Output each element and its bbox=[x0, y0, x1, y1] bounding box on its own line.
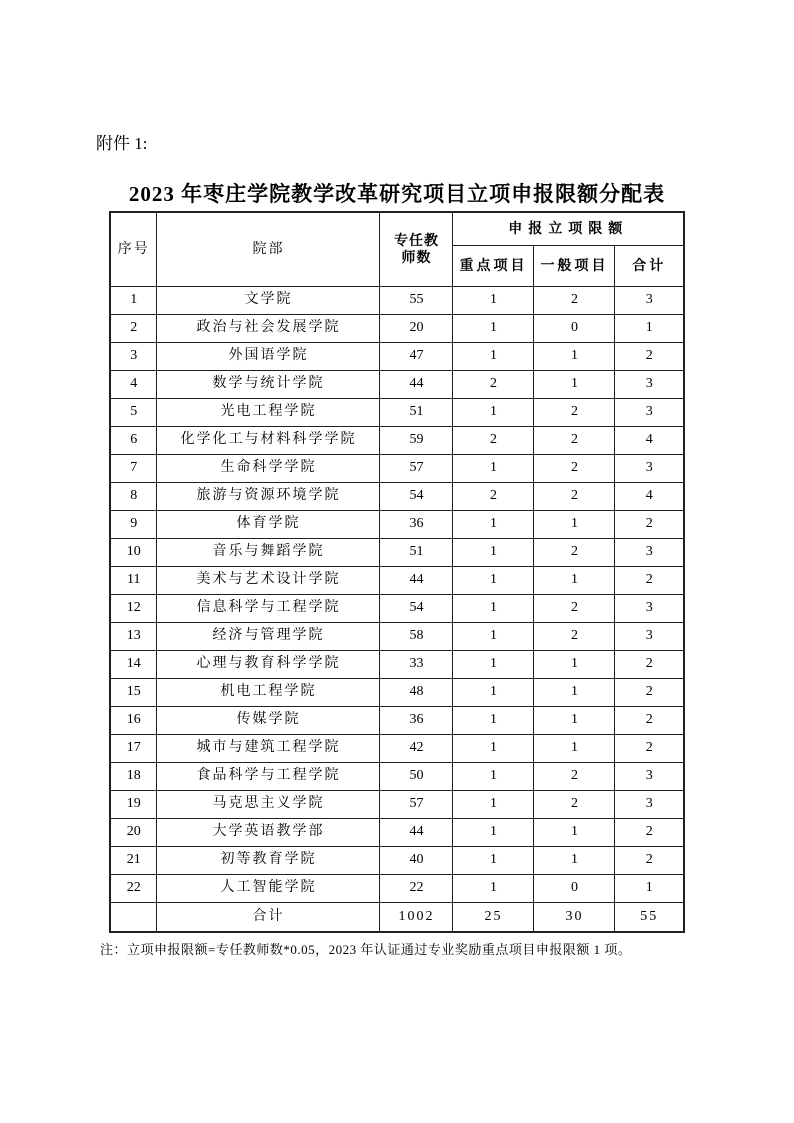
cell-teachers: 54 bbox=[380, 594, 453, 622]
cell-general-project: 1 bbox=[534, 370, 615, 398]
cell-total: 3 bbox=[615, 398, 684, 426]
cell-total: 3 bbox=[615, 622, 684, 650]
quota-table-body bbox=[110, 286, 684, 932]
cell-seq: 7 bbox=[110, 454, 157, 482]
cell-teachers: 40 bbox=[380, 846, 453, 874]
cell-total: 3 bbox=[615, 790, 684, 818]
table-row bbox=[110, 874, 684, 902]
cell-key-project: 2 bbox=[453, 482, 534, 510]
table-row bbox=[110, 510, 684, 538]
table-row bbox=[110, 566, 684, 594]
cell-total: 2 bbox=[615, 734, 684, 762]
cell-teachers: 44 bbox=[380, 370, 453, 398]
cell-teachers: 44 bbox=[380, 818, 453, 846]
cell-key-project: 1 bbox=[453, 566, 534, 594]
cell-general-project: 1 bbox=[534, 510, 615, 538]
cell-key-project: 1 bbox=[453, 286, 534, 314]
cell-total: 2 bbox=[615, 846, 684, 874]
table-row bbox=[110, 706, 684, 734]
cell-seq: 18 bbox=[110, 762, 157, 790]
cell-department: 大学英语教学部 bbox=[157, 818, 380, 846]
cell-total: 2 bbox=[615, 510, 684, 538]
cell-teachers: 57 bbox=[380, 790, 453, 818]
table-row bbox=[110, 650, 684, 678]
cell-teachers: 50 bbox=[380, 762, 453, 790]
table-row bbox=[110, 594, 684, 622]
header-seq: 序号 bbox=[110, 212, 157, 286]
cell-teachers: 48 bbox=[380, 678, 453, 706]
cell-key-project: 1 bbox=[453, 846, 534, 874]
cell-general-project: 2 bbox=[534, 594, 615, 622]
cell-department: 传媒学院 bbox=[157, 706, 380, 734]
table-row bbox=[110, 398, 684, 426]
cell-general-project: 0 bbox=[534, 874, 615, 902]
cell-teachers: 1002 bbox=[380, 902, 453, 932]
cell-general-project: 1 bbox=[534, 650, 615, 678]
cell-department: 生命科学学院 bbox=[157, 454, 380, 482]
cell-department: 信息科学与工程学院 bbox=[157, 594, 380, 622]
cell-total: 55 bbox=[615, 902, 684, 932]
cell-total: 3 bbox=[615, 538, 684, 566]
cell-teachers: 44 bbox=[380, 566, 453, 594]
cell-department: 人工智能学院 bbox=[157, 874, 380, 902]
cell-seq: 17 bbox=[110, 734, 157, 762]
cell-general-project: 2 bbox=[534, 762, 615, 790]
cell-general-project: 30 bbox=[534, 902, 615, 932]
header-general-project: 一般项目 bbox=[534, 245, 615, 286]
cell-seq: 9 bbox=[110, 510, 157, 538]
cell-seq: 15 bbox=[110, 678, 157, 706]
cell-key-project: 1 bbox=[453, 314, 534, 342]
cell-department: 心理与教育科学学院 bbox=[157, 650, 380, 678]
cell-department: 数学与统计学院 bbox=[157, 370, 380, 398]
cell-seq: 22 bbox=[110, 874, 157, 902]
cell-key-project: 1 bbox=[453, 706, 534, 734]
cell-seq: 14 bbox=[110, 650, 157, 678]
cell-key-project: 1 bbox=[453, 622, 534, 650]
cell-department: 文学院 bbox=[157, 286, 380, 314]
cell-key-project: 1 bbox=[453, 818, 534, 846]
cell-seq: 5 bbox=[110, 398, 157, 426]
table-header bbox=[110, 212, 684, 286]
cell-department: 体育学院 bbox=[157, 510, 380, 538]
page-title: 2023 年枣庄学院教学改革研究项目立项申报限额分配表 bbox=[128, 182, 666, 206]
cell-total: 2 bbox=[615, 566, 684, 594]
cell-department: 音乐与舞蹈学院 bbox=[157, 538, 380, 566]
cell-total: 1 bbox=[615, 314, 684, 342]
header-department: 院部 bbox=[157, 212, 380, 286]
cell-seq: 8 bbox=[110, 482, 157, 510]
footnote: 注：立项申报限额=专任教师数*0.05，2023 年认证通过专业奖励重点项目申报限额 1 项。 bbox=[100, 942, 632, 957]
cell-key-project: 1 bbox=[453, 734, 534, 762]
cell-total: 3 bbox=[615, 762, 684, 790]
cell-general-project: 1 bbox=[534, 342, 615, 370]
quota-table bbox=[109, 211, 685, 933]
cell-department: 食品科学与工程学院 bbox=[157, 762, 380, 790]
cell-seq: 1 bbox=[110, 286, 157, 314]
cell-teachers: 22 bbox=[380, 874, 453, 902]
cell-general-project: 1 bbox=[534, 678, 615, 706]
cell-total: 2 bbox=[615, 650, 684, 678]
cell-general-project: 1 bbox=[534, 706, 615, 734]
cell-total: 2 bbox=[615, 818, 684, 846]
table-row bbox=[110, 370, 684, 398]
cell-department: 经济与管理学院 bbox=[157, 622, 380, 650]
cell-key-project: 1 bbox=[453, 454, 534, 482]
header-total: 合计 bbox=[615, 245, 684, 286]
table-row bbox=[110, 622, 684, 650]
cell-general-project: 2 bbox=[534, 286, 615, 314]
table-row bbox=[110, 286, 684, 314]
cell-seq: 12 bbox=[110, 594, 157, 622]
cell-seq: 21 bbox=[110, 846, 157, 874]
cell-teachers: 59 bbox=[380, 426, 453, 454]
cell-key-project: 1 bbox=[453, 678, 534, 706]
table-row bbox=[110, 482, 684, 510]
cell-total: 3 bbox=[615, 370, 684, 398]
cell-teachers: 55 bbox=[380, 286, 453, 314]
cell-general-project: 1 bbox=[534, 818, 615, 846]
cell-teachers: 36 bbox=[380, 510, 453, 538]
cell-department: 旅游与资源环境学院 bbox=[157, 482, 380, 510]
cell-teachers: 54 bbox=[380, 482, 453, 510]
cell-total: 1 bbox=[615, 874, 684, 902]
cell-general-project: 2 bbox=[534, 454, 615, 482]
cell-seq: 10 bbox=[110, 538, 157, 566]
cell-teachers: 42 bbox=[380, 734, 453, 762]
cell-total: 3 bbox=[615, 286, 684, 314]
cell-department: 城市与建筑工程学院 bbox=[157, 734, 380, 762]
cell-department: 马克思主义学院 bbox=[157, 790, 380, 818]
cell-key-project: 1 bbox=[453, 510, 534, 538]
cell-seq: 19 bbox=[110, 790, 157, 818]
table-row bbox=[110, 342, 684, 370]
cell-total: 4 bbox=[615, 482, 684, 510]
table-row bbox=[110, 734, 684, 762]
table-row bbox=[110, 762, 684, 790]
cell-key-project: 1 bbox=[453, 762, 534, 790]
table-row bbox=[110, 678, 684, 706]
header-key-project: 重点项目 bbox=[453, 245, 534, 286]
cell-total: 4 bbox=[615, 426, 684, 454]
cell-general-project: 2 bbox=[534, 398, 615, 426]
cell-seq: 20 bbox=[110, 818, 157, 846]
cell-total: 2 bbox=[615, 678, 684, 706]
cell-department: 外国语学院 bbox=[157, 342, 380, 370]
cell-teachers: 20 bbox=[380, 314, 453, 342]
table-row bbox=[110, 818, 684, 846]
attachment-label: 附件 1: bbox=[96, 134, 148, 153]
cell-general-project: 2 bbox=[534, 482, 615, 510]
table-row bbox=[110, 314, 684, 342]
header-quota-group: 申报立项限额 bbox=[453, 212, 684, 245]
cell-general-project: 1 bbox=[534, 734, 615, 762]
cell-key-project: 1 bbox=[453, 594, 534, 622]
cell-total: 3 bbox=[615, 454, 684, 482]
cell-seq: 2 bbox=[110, 314, 157, 342]
cell-seq: 6 bbox=[110, 426, 157, 454]
table-row bbox=[110, 790, 684, 818]
cell-seq: 3 bbox=[110, 342, 157, 370]
cell-general-project: 2 bbox=[534, 426, 615, 454]
cell-key-project: 1 bbox=[453, 342, 534, 370]
cell-general-project: 2 bbox=[534, 790, 615, 818]
cell-key-project: 1 bbox=[453, 650, 534, 678]
cell-seq: 11 bbox=[110, 566, 157, 594]
cell-key-project: 1 bbox=[453, 398, 534, 426]
cell-key-project: 25 bbox=[453, 902, 534, 932]
cell-teachers: 57 bbox=[380, 454, 453, 482]
cell-general-project: 0 bbox=[534, 314, 615, 342]
cell-teachers: 51 bbox=[380, 538, 453, 566]
cell-department: 化学化工与材料科学学院 bbox=[157, 426, 380, 454]
cell-seq bbox=[110, 902, 157, 932]
header-teachers bbox=[380, 212, 453, 286]
cell-key-project: 1 bbox=[453, 874, 534, 902]
table-row bbox=[110, 454, 684, 482]
cell-total: 3 bbox=[615, 594, 684, 622]
cell-department: 初等教育学院 bbox=[157, 846, 380, 874]
cell-seq: 16 bbox=[110, 706, 157, 734]
cell-teachers: 51 bbox=[380, 398, 453, 426]
table-row bbox=[110, 538, 684, 566]
cell-general-project: 1 bbox=[534, 846, 615, 874]
cell-teachers: 58 bbox=[380, 622, 453, 650]
cell-seq: 13 bbox=[110, 622, 157, 650]
table-row bbox=[110, 846, 684, 874]
cell-key-project: 1 bbox=[453, 538, 534, 566]
table-row bbox=[110, 426, 684, 454]
cell-total: 2 bbox=[615, 342, 684, 370]
cell-department: 美术与艺术设计学院 bbox=[157, 566, 380, 594]
cell-teachers: 47 bbox=[380, 342, 453, 370]
cell-department: 合计 bbox=[157, 902, 380, 932]
cell-seq: 4 bbox=[110, 370, 157, 398]
cell-general-project: 1 bbox=[534, 566, 615, 594]
cell-key-project: 2 bbox=[453, 370, 534, 398]
cell-key-project: 2 bbox=[453, 426, 534, 454]
cell-general-project: 2 bbox=[534, 622, 615, 650]
cell-department: 光电工程学院 bbox=[157, 398, 380, 426]
cell-teachers: 33 bbox=[380, 650, 453, 678]
header-teachers-label: 专任教师数 bbox=[393, 231, 439, 266]
cell-key-project: 1 bbox=[453, 790, 534, 818]
header-row-1 bbox=[110, 212, 684, 245]
table-total-row bbox=[110, 902, 684, 932]
cell-general-project: 2 bbox=[534, 538, 615, 566]
cell-department: 政治与社会发展学院 bbox=[157, 314, 380, 342]
cell-teachers: 36 bbox=[380, 706, 453, 734]
cell-department: 机电工程学院 bbox=[157, 678, 380, 706]
cell-total: 2 bbox=[615, 706, 684, 734]
